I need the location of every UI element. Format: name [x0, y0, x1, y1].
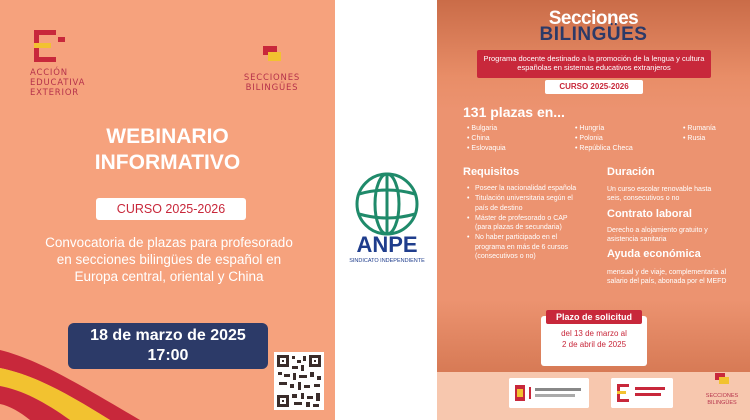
secc-logo-line1: SECCIONES [243, 73, 301, 83]
secciones-bilingues-icon [261, 44, 283, 64]
contrato-text: Derecho a alojamiento gratuito y asistencia sanitaria [607, 227, 708, 243]
duracion-text: Un curso escolar renovable hasta seis, consecutivos o no [607, 186, 712, 202]
plazas-title: 131 plazas en... [463, 104, 565, 120]
accion-educativa-exterior-icon [30, 28, 70, 64]
requisito-item: • No haber participado en el programa en más de 6 cursos (consecutivos o no) [467, 233, 579, 261]
requisitos-title: Requisitos [463, 166, 520, 178]
curso-badge-right: CURSO 2025-2026 [545, 80, 643, 94]
city-item: • Hungría [575, 124, 633, 134]
city-item: • Bulgaria [467, 124, 506, 134]
cities-column-2 [575, 124, 633, 154]
secc-logo-line2: BILINGÜES [245, 83, 299, 93]
right-panel [437, 0, 750, 420]
accion-logo-line3: EXTERIOR [30, 88, 80, 98]
city-item: • Rusia [683, 134, 716, 144]
cities-column-3 [683, 124, 716, 144]
city-item: • China [467, 134, 506, 144]
convocatoria-text: Convocatoria de plazas para profesorado en secciones bilingües de español en Europa central, oriental y China [45, 235, 293, 284]
ayuda-text: mensual y de viaje, complementaria al salario del país, abonada por el MEFD [607, 269, 727, 285]
city-item: • Polonia [575, 134, 633, 144]
accion-educativa-exterior-small-logo [611, 378, 673, 408]
programa-description: Programa docente destinado a la promoción de la lengua y cultura españolas en sistemas educativos extranjeros [477, 50, 711, 78]
anpe-name: ANPE [356, 232, 418, 257]
plazo-line1: del 13 de marzo al [561, 329, 627, 338]
requisito-item: • Poseer la nacionalidad española [467, 184, 579, 193]
footer-secc-line1: SECCIONES [705, 393, 739, 399]
city-item: • República Checa [575, 144, 633, 154]
secciones-bilingues-logo [232, 44, 312, 93]
city-item: • Eslovaquia [467, 144, 506, 154]
accion-educativa-exterior-logo [30, 28, 120, 98]
city-item: • Rumanía [683, 124, 716, 134]
secciones-bilingues-small-logo [699, 372, 745, 407]
left-panel [0, 0, 335, 420]
plazo-solicitud-box [541, 312, 647, 366]
duracion-title: Duración [607, 166, 655, 178]
webinar-date: 18 de marzo de 2025 [90, 327, 246, 344]
webinar-title-line1: WEBINARIO [106, 125, 229, 148]
curso-badge: CURSO 2025-2026 [96, 198, 246, 220]
contrato-title: Contrato laboral [607, 208, 692, 220]
anpe-globe-logo [339, 166, 435, 266]
accion-logo-line2: EDUCATIVA [30, 78, 86, 88]
anpe-subtitle: SINDICATO INDEPENDIENTE [349, 258, 425, 264]
webinar-title [0, 124, 335, 176]
webinar-time: 17:00 [147, 347, 189, 364]
cities-column-1 [467, 124, 506, 154]
requisito-item: • Titulación universitaria según el país de destino [467, 194, 579, 213]
secciones-title: Secciones [548, 8, 639, 29]
webinar-title-line2: INFORMATIVO [94, 151, 241, 174]
qr-code-icon [274, 352, 324, 410]
plazo-line2: 2 de abril de 2025 [561, 340, 627, 349]
secciones-bilingues-small-icon [714, 372, 730, 386]
accion-logo-line1: ACCIÓN [30, 68, 68, 78]
requisito-item: • Máster de profesorado o CAP (para plazas de secundaria) [467, 214, 579, 233]
gobierno-de-espana-logo [509, 378, 589, 408]
ayuda-title: Ayuda económica [607, 248, 701, 260]
spanish-flag-waves [0, 330, 140, 420]
plazo-title: Plazo de solicitud [546, 310, 642, 324]
footer-secc-line2: BILINGÜES [707, 400, 737, 406]
bilingues-title: BILINGÜES [539, 24, 648, 45]
center-panel [335, 0, 437, 420]
requisitos-list [467, 184, 579, 262]
